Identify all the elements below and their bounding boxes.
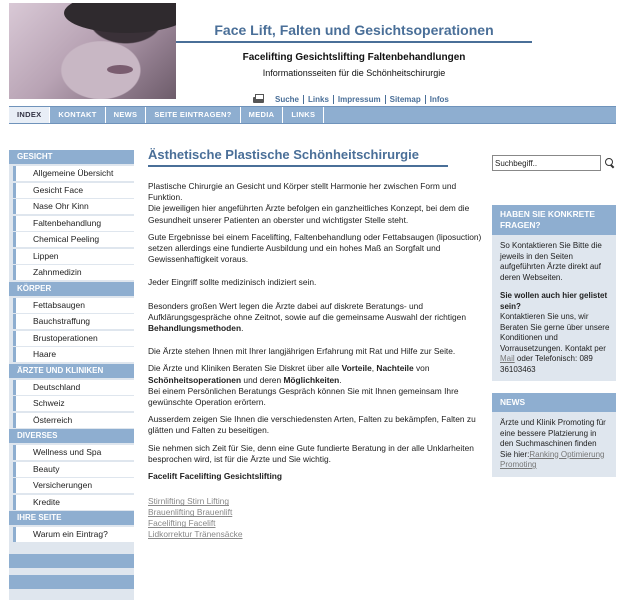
sidebar-item[interactable]: Warum ein Eintrag? bbox=[13, 527, 134, 542]
sidebar-item[interactable]: Schweiz bbox=[13, 396, 134, 411]
text: Besonders großen Wert legen die Ärzte dabei auf diskrete Beratungs- und Aufklärungsgespräche ohne Zeitnot, sowie auf die gemeinsame Auswahl der richtigen bbox=[148, 300, 466, 322]
related-link[interactable]: Facelifting Facelift bbox=[148, 518, 216, 529]
bold-text: Vorteile bbox=[341, 363, 372, 374]
news-box-body bbox=[492, 412, 616, 477]
text: Plastische Chirurgie an Gesicht und Körper stellt Harmonie her zwischen Form und Funktion. bbox=[148, 181, 457, 203]
util-link-suche[interactable]: Suche bbox=[275, 94, 300, 104]
text: von bbox=[413, 363, 430, 374]
bold-text: Facelift Facelifting Gesichtslifting bbox=[148, 471, 283, 482]
paragraph: Die Ärzte stehen Ihnen mit Ihrer langjährigen Erfahrung mit Rat und Hilfe zur Seite. bbox=[148, 346, 456, 357]
sidebar-item[interactable]: Deutschland bbox=[13, 380, 134, 395]
text: Die Ärzte und Kliniken Beraten Sie Diskret über alle bbox=[148, 363, 342, 374]
sidebar-item[interactable]: Kredite bbox=[13, 495, 134, 510]
sidebar-item[interactable]: Zahnmedizin bbox=[13, 265, 134, 280]
text: . bbox=[339, 374, 342, 385]
bold-text: Nachteile bbox=[376, 363, 414, 374]
news-box bbox=[492, 393, 616, 477]
utility-links bbox=[252, 93, 453, 105]
print-icon[interactable] bbox=[252, 94, 265, 104]
nav-seite-eintragen[interactable]: SEITE EINTRAGEN? bbox=[146, 107, 240, 123]
text: Ärzte und Klinik Promoting für eine bessere Platzierung in den Suchmaschinen finden Sie hier: bbox=[500, 418, 606, 459]
bold-text: Schönheitsoperationen bbox=[148, 374, 242, 385]
paragraph: Ausserdem zeigen Sie Ihnen die verschiedensten Arten, Falten zu bekämpfen, Falten zu glätten und Falten zu beseitigen. bbox=[148, 414, 476, 436]
text: oder Telefonisch: 089 36103463 bbox=[500, 354, 593, 374]
article-body bbox=[148, 181, 488, 540]
util-link-links[interactable]: Links bbox=[308, 94, 329, 104]
paragraph: Jeder Eingriff sollte medizinisch indiziert sein. bbox=[148, 277, 317, 288]
bold-text: Sie wollen auch hier gelistet sein? bbox=[500, 291, 608, 311]
hero-image bbox=[9, 3, 176, 99]
sidebar-item[interactable]: Bauchstraffung bbox=[13, 314, 134, 329]
page-title: Ästhetische Plastische Schönheitschirurgie bbox=[148, 147, 419, 162]
related-link[interactable]: Brauenlifting Brauenlift bbox=[148, 507, 233, 518]
site-title: Face Lift, Falten und Gesichtsoperationen bbox=[214, 22, 494, 38]
sidebar-section-ihre-seite: IHRE SEITE bbox=[9, 511, 134, 525]
contact-box-title: HABEN SIE KONKRETE FRAGEN? bbox=[492, 205, 616, 235]
paragraph: Gute Ergebnisse bei einem Facelifting, Faltenbehandlung oder Fettabsaugen (liposuction) setzen allerdings eine fundierte Ausbildung und ein hohes Maß an Sorgfalt und Gewissenhaftigkeit voraus. bbox=[148, 231, 482, 265]
bold-text: Behandlungsmethoden bbox=[148, 323, 242, 334]
sidebar-item[interactable]: Lippen bbox=[13, 249, 134, 264]
sidebar-item[interactable]: Wellness und Spa bbox=[13, 445, 134, 460]
related-link[interactable]: Stirnlifting Stirn Lifting bbox=[148, 496, 229, 507]
text: . bbox=[241, 323, 244, 334]
main-nav bbox=[9, 106, 616, 124]
util-link-sitemap[interactable]: Sitemap bbox=[389, 94, 421, 104]
sidebar-spacer-bar bbox=[9, 554, 134, 568]
title-divider bbox=[176, 41, 532, 43]
sidebar-section-diverses: DIVERSES bbox=[9, 429, 134, 443]
paragraph bbox=[148, 363, 488, 408]
main-content bbox=[148, 147, 488, 540]
text: Die jeweiligen hier angeführten Ärzte befolgen ein ganzheitliches Konzept, bei dem die Gesundheit unserer Patienten an oberster und wichtigster Stelle steht. bbox=[148, 203, 470, 225]
site-tagline: Informationsseiten für die Schönheitschirurgie bbox=[262, 68, 446, 78]
search-bar bbox=[492, 155, 616, 171]
nav-media[interactable]: MEDIA bbox=[241, 107, 284, 123]
sidebar-item[interactable]: Allgemeine Übersicht bbox=[13, 166, 134, 181]
contact-box-body bbox=[492, 235, 616, 381]
bold-text: Möglichkeiten bbox=[283, 374, 340, 385]
util-link-impressum[interactable]: Impressum bbox=[337, 94, 381, 104]
sidebar-item[interactable]: Versicherungen bbox=[13, 478, 134, 493]
nav-kontakt[interactable]: KONTAKT bbox=[50, 107, 105, 123]
site-subtitle: Facelifting Gesichtslifting Faltenbehandlungen bbox=[242, 52, 466, 63]
text: Kontakt per bbox=[564, 343, 606, 353]
sidebar-section-aerzte: ÄRZTE UND KLINIKEN bbox=[9, 364, 134, 378]
related-link[interactable]: Lidkorrektur Tränensäcke bbox=[148, 529, 243, 540]
search-input[interactable] bbox=[492, 155, 601, 171]
text: Kontaktieren Sie uns, wir Beraten Sie gerne über unsere Konditionen und Vorrausetzungen. bbox=[500, 312, 610, 353]
nav-news[interactable]: NEWS bbox=[106, 107, 147, 123]
sidebar-item[interactable]: Österreich bbox=[13, 413, 134, 428]
title-divider bbox=[148, 165, 448, 167]
text: , bbox=[371, 363, 377, 374]
right-column bbox=[492, 155, 616, 477]
hat-shape bbox=[64, 3, 176, 33]
mail-link[interactable]: Mail bbox=[500, 354, 515, 363]
sidebar-section-gesicht: GESICHT bbox=[9, 150, 134, 164]
sidebar-section-koerper: KÖRPER bbox=[9, 282, 134, 296]
text: So Kontaktieren Sie Bitte die jeweils in den Seiten aufgeführten Ärzte direkt auf deren Webseiten. bbox=[500, 241, 602, 282]
sidebar-item[interactable]: Haare bbox=[13, 347, 134, 362]
related-links bbox=[148, 496, 488, 540]
contact-box bbox=[492, 205, 616, 381]
news-box-title: NEWS bbox=[492, 393, 616, 412]
ranking-link[interactable]: Ranking Optimierung Promoting bbox=[500, 449, 605, 469]
sidebar-item[interactable]: Beauty bbox=[13, 462, 134, 477]
search-icon[interactable] bbox=[605, 158, 615, 168]
sidebar-item[interactable]: Faltenbehandlung bbox=[13, 216, 134, 231]
lips-shape bbox=[107, 65, 133, 74]
sidebar-item[interactable]: Gesicht Face bbox=[13, 183, 134, 198]
paragraph bbox=[148, 471, 488, 482]
site-header bbox=[0, 0, 624, 104]
paragraph bbox=[148, 181, 488, 226]
sidebar-item[interactable]: Fettabsaugen bbox=[13, 298, 134, 313]
sidebar bbox=[9, 150, 134, 600]
sidebar-item[interactable]: Nase Ohr Kinn bbox=[13, 199, 134, 214]
sidebar-spacer-bar bbox=[9, 575, 134, 589]
paragraph bbox=[148, 301, 488, 335]
nav-links[interactable]: LINKS bbox=[283, 107, 324, 123]
nav-index[interactable]: INDEX bbox=[9, 107, 50, 123]
sidebar-item[interactable]: Brustoperationen bbox=[13, 331, 134, 346]
util-link-infos[interactable]: Infos bbox=[429, 94, 449, 104]
sidebar-item[interactable]: Chemical Peeling bbox=[13, 232, 134, 247]
text: Bei einem Persönlichen Beratungs Gespräch können Sie mit Ihnen gemeinsam Ihre gewünschte Operation erörtern. bbox=[148, 385, 459, 408]
text: und deren bbox=[241, 374, 284, 385]
paragraph: Sie nehmen sich Zeit für Sie, denn eine Gute fundierte Beratung in der alle Unklarheiten besprochen wird, ist für die Ärzte und Sie wichtig. bbox=[148, 442, 474, 464]
